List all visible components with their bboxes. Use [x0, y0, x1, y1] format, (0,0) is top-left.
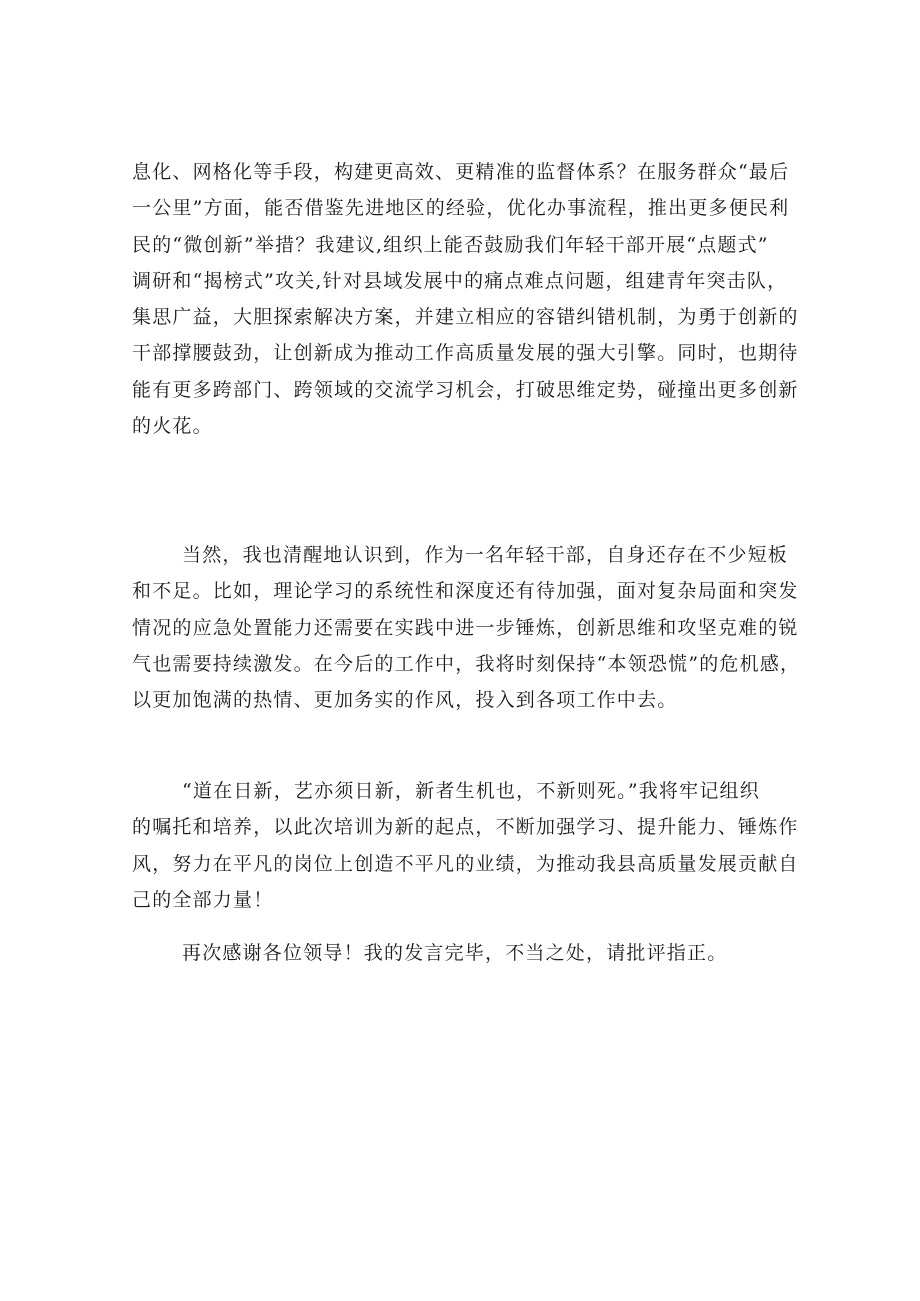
text-line: 以更加饱满的热情、更加务实的作风，投入到各项工作中去。 [132, 689, 678, 712]
paragraph-self-reflection [132, 537, 802, 718]
text-line: 干部撑腰鼓劲，让创新成为推动工作高质量发展的强大引擎。同时，也期待 [132, 342, 799, 365]
text-line: 民的“微创新”举措？我建议,组织上能否鼓励我们年轻干部开展“点题式” [132, 233, 769, 256]
paragraph-closing [132, 935, 802, 971]
text-line: 气也需要持续激发。在今后的工作中，我将时刻保持“本领恐慌”的危机感， [132, 652, 801, 675]
text-line: 的火花。 [132, 415, 213, 438]
text-line: 再次感谢各位领导！我的发言完毕，不当之处，请批评指正。 [182, 942, 728, 964]
paragraph-suggestions [132, 154, 802, 444]
paragraph-commitment [132, 773, 802, 918]
text-line: 能有更多跨部门、跨领域的交流学习机会，打破思维定势，碰撞出更多创新 [132, 378, 799, 401]
text-line: 的嘱托和培养，以此次培训为新的起点，不断加强学习、提升能力、锤炼作 [132, 816, 799, 839]
text-line: 当然，我也清醒地认识到，作为一名年轻干部，自身还存在不少短板 [182, 544, 789, 566]
text-line: 集思广益，大胆探索解决方案，并建立相应的容错纠错机制，为勇于创新的 [132, 306, 799, 329]
text-line: 情况的应急处置能力还需要在实践中进一步锤炼，创新思维和攻坚克难的锐 [132, 616, 799, 639]
text-line: “道在日新，艺亦须日新，新者生机也，不新则死。”我将牢记组织 [182, 780, 760, 802]
text-line: 和不足。比如，理论学习的系统性和深度还有待加强，面对复杂局面和突发 [132, 580, 799, 603]
text-line: 风，努力在平凡的岗位上创造不平凡的业绩，为推动我县高质量发展贡献自 [132, 852, 799, 875]
text-line: 息化、网格化等手段，构建更高效、更精准的监督体系？在服务群众“最后 [132, 161, 790, 183]
text-line: 一公里”方面，能否借鉴先进地区的经验，优化办事流程，推出更多便民利 [132, 197, 790, 220]
text-line: 调研和“揭榜式”攻关,针对县域发展中的痛点难点问题，组建青年突击队， [132, 269, 788, 292]
text-line: 己的全部力量！ [132, 888, 274, 911]
